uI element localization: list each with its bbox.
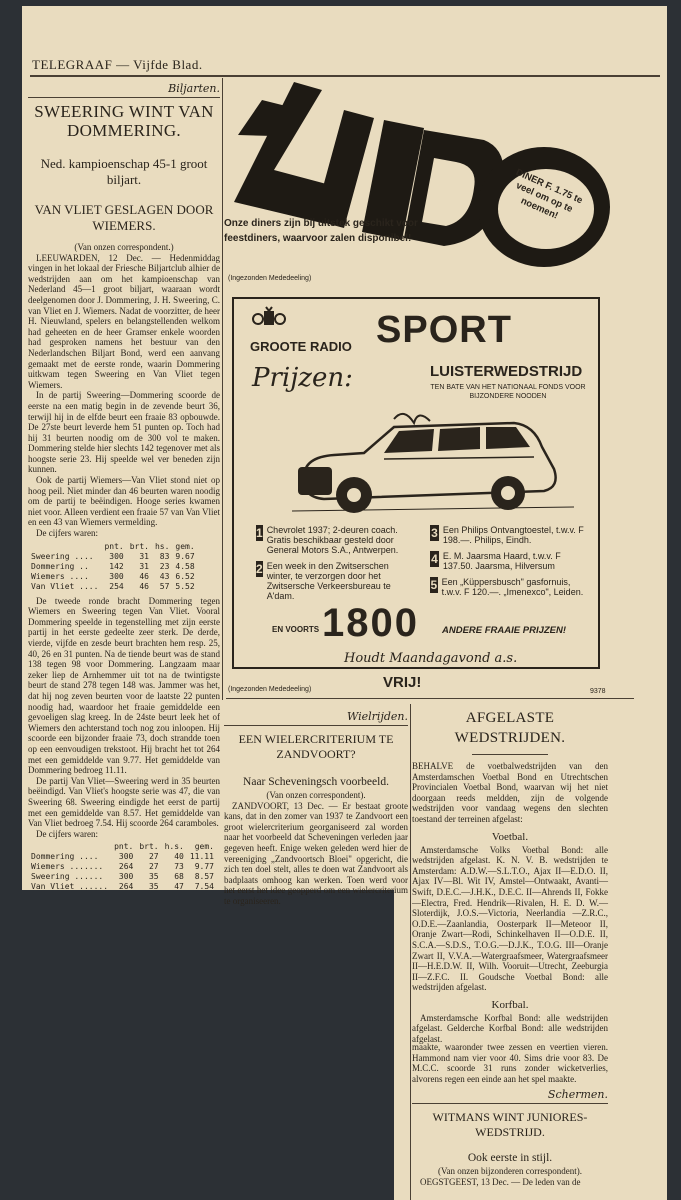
correspondent-line: (Van onzen correspondent). — [266, 790, 366, 800]
groote-radio-label: GROOTE RADIO — [250, 339, 352, 354]
cijfers-label: De cijfers waren: — [36, 528, 98, 539]
score-cell: 254 — [109, 581, 124, 591]
score-cell: pnt. — [114, 842, 134, 852]
prize-text: Chevrolet 1937; 2-deuren coach. Gratis beschikbaar gesteld door General Motors S.A., Antwerpen. — [266, 525, 399, 555]
prize-list-left — [256, 525, 416, 607]
en-voorts-label: EN VOORTS — [272, 625, 320, 634]
score-cell: 7.54 — [194, 882, 214, 892]
score-cell: h.s. — [164, 842, 184, 852]
score-cell: 40 — [174, 852, 184, 862]
article-subtitle-2: VAN VLIET GESLAGEN DOOR WIEMERS. — [34, 202, 214, 233]
score-cell: 300 — [109, 571, 124, 581]
score-table-row — [28, 862, 217, 872]
score-cell — [28, 542, 101, 552]
score-table-row — [28, 562, 198, 572]
score-table-row — [28, 572, 198, 582]
lido-tagline: Onze diners zijn bij uitstek geschikt voor feestdiners, waarvoor zalen disponibel! — [224, 218, 418, 244]
score-cell: 5.52 — [175, 581, 195, 591]
article-subtitle: Ned. kampioenschap 45-1 groot biljart. — [40, 156, 208, 187]
prijzen-label: Prijzen: — [252, 363, 353, 393]
score-cell: 47 — [174, 882, 184, 892]
score-cell: gem. — [194, 842, 214, 852]
score-cell: Sweering ...... — [31, 872, 104, 882]
score-table-round-2 — [28, 842, 217, 892]
afgelaste-title: AFGELASTE WEDSTRIJDEN. — [454, 710, 566, 746]
score-cell: Wiemers .... — [31, 571, 89, 581]
score-cell — [28, 842, 111, 852]
voetbal-text: Amsterdamsche Volks Voetbal Bond: alle wedstrijden afgelast. K. N. V. B. wedstrijden te Amsterdam: A.D.W.—S.L.T.O., Ajax II—E.D.O. II, Ajax IV—Bl. Wit IV, Amstel—Ontwaakt, Avanti—Swift, D.E.C.—J.H.K., D.E.C. II—Ahrends II, Fokke—Electra, Fred. Hendrik—Rivalen, H. E. D. W.—Sloterdijk, J.O.S.—Victoria, Neerlandia —Z.R.C., O.D.E.—Zaanlandia, Oosterpark II—Meteoor II, Oranje Zwart—Rodi, Schinkelhaven II—O.D.E. II, S.C.A.—S.D.S., T.O.G.—D.J.K., T.O.G. III—Oranje Zwart II, V.V.A.—Watergraafsmeer, Watergraafsmeer II—H.E.D.W. II, Wilh. Vooruit—Utrecht, Zeeburgia II—Z.F.C. II. Goudsche Voetbal Bond: alle wedstrijden afgelast. — [412, 844, 608, 993]
score-table-header — [28, 542, 198, 552]
crest-icon — [252, 305, 286, 333]
prize-text: Een Philips Ontvangtoestel, t.w.v. F 198.—. Philips, Eindh. — [442, 525, 584, 545]
prize-number: 5 — [430, 578, 438, 592]
score-cell: 27 — [148, 862, 159, 872]
cijfers-label: De cijfers waren: — [36, 828, 98, 839]
score-cell: hs. — [154, 541, 170, 551]
witmans-title: WITMANS WINT JUNIORES-WEDSTRIJD. — [432, 1110, 588, 1140]
prize-text: Een week in den Zwitserschen winter, te verzorgen door het Zwitsersche Verkeersbureau te A'dam. — [266, 561, 391, 601]
voetbal-heading: Voetbal. — [491, 830, 529, 843]
prize-item — [430, 525, 590, 545]
score-cell: 142 — [109, 561, 124, 571]
section-label-wielrijden: Wielrijden. — [347, 710, 408, 723]
score-cell: 68 — [174, 872, 184, 882]
score-cell: 300 — [109, 551, 124, 561]
score-cell: 57 — [159, 581, 170, 591]
score-cell: Wiemers ....... — [31, 862, 104, 872]
score-cell: 46 — [139, 581, 149, 591]
vrij-label: VRIJ! — [383, 674, 422, 691]
chevrolet-car-illustration — [284, 407, 584, 517]
score-cell: 43 — [159, 571, 170, 581]
correspondent-line: (Van onzen correspondent.) — [74, 242, 174, 252]
article-paragraph: LEEUWARDEN, 12 Dec. — Hedenmiddag vingen in het lokaal der Friesche Biljartclub alhier de wedstrijden aan om het kampioenschap van Nederland 45—1 groot biljart, waaraan wordt deelgenomen door J. Dommering, J. H. Sweering, C. van Vliet en J. Wiemers. Nadat de voorzitter, de heer H. Nieuwland, spelers en belangstellenden welkom had geheeten en de heer Gramser enkele woorden had gesproken namens het bestuur van den Nederlandschen Biljart Bond, werd een aanvang gemaakt met de eerste ronde, waarin Dommering uitkwam tegen Sweering en Van Vliet tegen Wiemers. — [28, 252, 220, 390]
prize-number: 2 — [256, 562, 263, 576]
score-cell: Dommering .. — [31, 561, 89, 571]
score-table-row — [28, 872, 217, 882]
header-rule — [30, 75, 660, 77]
score-cell: 264 — [118, 862, 134, 872]
score-cell: 9.67 — [175, 551, 195, 561]
score-cell: 11.11 — [189, 852, 214, 862]
witmans-subtitle: Ook eerste in stijl. — [467, 1152, 553, 1165]
score-table-round-1 — [28, 542, 198, 592]
score-cell: 73 — [174, 862, 184, 872]
score-cell: 264 — [118, 882, 134, 892]
witmans-first-line: OEGSTGEEST, 13 Dec. — De leden van de — [420, 1176, 581, 1187]
score-table-header — [28, 842, 217, 852]
score-table-row — [28, 852, 217, 862]
prize-text: Een „Küppersbusch" gasfornuis, t.w.v. F 120.—. „Imenexco", Leiden. — [441, 577, 584, 597]
score-cell: pnt. — [104, 541, 124, 551]
score-cell: 300 — [118, 852, 134, 862]
andere-prijzen-label: ANDERE FRAAIE PRIJZEN! — [442, 625, 567, 636]
article-paragraph: Ook de partij Wiemers—Van Vliet stond niet op hoog peil. Niet minder dan 46 beurten waren noodig om de partij te beëindigen. Hooge series kwamen niet voor. Alleen verdient een fraaie 57 van Van Vliet en een 43 van Wiemers vermelding. — [28, 475, 220, 528]
article-paragraph: De tweede ronde bracht Dommering tegen Wiemers en Sweering tegen Van Vliet. Vooral Dommering speelde in tegenstelling met zijn eerste partij in het eerste gedeelte zeer sterk. De derde, vierde, vijfde en zesde beurt brachten hem resp. 25, 40, 26 en 31 punten. Na de tiende beurt was de stand 138 tegen 98 voor Dommering. Langzaam maar zeker liep de Arnhemmer uit tot na de twintigste beurt de stand 278 tegen 148 was. Jammer was het, dat hij nog zeven beurten voor de laatste 22 punten noodig had, waardoor het fraaie gemiddelde een gevoeligen slag kreeg. In de 24ste beurt leek het of Wiemers den achterstand toch nog zou inloopen. Hij scoorde een bijzonder fraaie 73, doch strandde toen op een eenvoudigen trekstoot. Hij bracht het tot 264 met een gemiddelde van 9.77. Het gemiddelde van Dommering bedroeg 11.11. — [28, 595, 220, 776]
column-divider — [410, 704, 411, 1200]
score-cell: 46 — [139, 571, 149, 581]
wielrijden-subtitle: Naar Scheveningsch voorbeeld. — [243, 776, 389, 788]
score-cell: brt. — [129, 541, 149, 551]
score-cell: Dommering .... — [31, 852, 99, 862]
score-cell: Sweering .... — [31, 551, 94, 561]
prize-item — [256, 561, 416, 601]
sport-radio-advertisement — [232, 297, 600, 669]
score-cell: 23 — [159, 561, 170, 571]
score-cell: 35 — [148, 882, 159, 892]
article-paragraph: In de partij Sweering—Dommering scoorde de eerste na een matig begin in de zevende beurt 36, terwijl hij in de elfde beurt een fraaie 83 opbouwde. De 27ste beurt leverde hem 51 punten op. Toch had hij 31 beurten noodig om de 300 vol te maken. Dommering stelde hier slechts 142 tegenover met als hoogste serie 23. Hij speelde wel ver beneden zijn kunnen. — [28, 390, 220, 475]
prize-text: E. M. Jaarsma Haard, t.w.v. F 137.50. Jaarsma, Hilversum — [442, 551, 561, 571]
ad-bottom-rule — [226, 698, 634, 699]
ad-credit: (Ingezonden Mededeeling) — [228, 686, 312, 693]
prize-item — [430, 551, 590, 571]
score-cell: 35 — [148, 872, 159, 882]
score-cell: 9.77 — [194, 862, 214, 872]
score-cell: 31 — [139, 561, 149, 571]
section-label-biljarten: Biljarten. — [168, 82, 220, 95]
wielrijden-article — [224, 710, 408, 906]
score-cell: 6.52 — [175, 571, 195, 581]
column-divider — [222, 78, 223, 700]
score-cell: 4.58 — [175, 561, 195, 571]
sport-title: SPORT — [376, 309, 512, 351]
wielrijden-paragraph: ZANDVOORT, 13 Dec. — Er bestaat groote kans, dat in den zomer van 1937 te Zandvoort een groot wielercriterium georganiseerd zal worden naar het voorbeeld dat Scheveningen verleden jaar gegeven heeft. Enige weken geleden werd hier de vereeniging „Zandvoortsch Bloei" opgericht, die zich ten doel stelt, alles te doen wat Zandvoort als badplaats omhoog kan werken. Toen werd voor het eerst het idee geopperd om een wielercriterium te organiseeren. — [224, 800, 408, 906]
score-cell: brt. — [139, 842, 159, 852]
korfbal-heading: Korfbal. — [491, 998, 529, 1011]
korfbal-text: Amsterdamsche Korfbal Bond: alle wedstrijden afgelast. Gelderche Korfbal Bond: alle wedstrijden afgelast. — [412, 1012, 608, 1045]
score-cell: Van Vliet ...... — [31, 882, 109, 892]
score-cell: 27 — [148, 852, 159, 862]
article-title: SWEERING WINT VAN DOMMERING. — [34, 102, 214, 140]
prize-item — [256, 525, 416, 555]
correspondent-line: (Van onzen bijzonderen correspondent). — [438, 1166, 582, 1177]
paper-header: TELEGRAAF — Vijfde Blad. — [32, 57, 203, 72]
score-table-row — [28, 552, 198, 562]
score-cell: 31 — [139, 551, 149, 561]
lido-diner-price: DINER F. 1.75 te veel om op te noemen! — [514, 166, 585, 222]
ten-bate-label: TEN BATE VAN HET NATIONAAL FONDS VOOR BIJZONDERE NOODEN — [430, 384, 586, 400]
score-table-row — [28, 882, 217, 892]
ad-number: 9378 — [590, 688, 606, 695]
houdt-maandagavond-label: Houdt Maandagavond a.s. — [344, 651, 518, 666]
afgelaste-article — [412, 708, 608, 1045]
prize-number: 4 — [431, 552, 438, 566]
prize-count-number: 1800 — [322, 601, 419, 645]
score-cell: gem. — [175, 541, 195, 551]
score-cell: 300 — [118, 872, 134, 882]
score-cell: Van Vliet .... — [31, 581, 99, 591]
article-paragraph: De partij Van Vliet—Sweering werd in 35 beurten beëindigd. Van Vliet's hoogste serie was 47, die van Sweering 68. Sweering eindigde het eerst de partij met een gemiddelde van 8.57. Het gemiddelde van Van Vliet bedroeg 7.54. Hij scoorde 264 caramboles. — [28, 775, 220, 829]
sports-continuation — [412, 1042, 608, 1200]
luisterwedstrijd-label: LUISTERWEDSTRIJD — [430, 363, 583, 380]
score-table-row — [28, 582, 198, 592]
section-label-schermen: Schermen. — [547, 1088, 608, 1102]
prize-list-right — [430, 525, 590, 603]
score-cell: 83 — [159, 551, 170, 561]
prize-item — [430, 577, 590, 597]
afgelaste-intro: BEHALVE de voetbalwedstrijden van den Amsterdamschen Voetbal Bond en Utrechtschen Provincialen Voetbal Bond, waarvan wij het niet doorgaan reeds meldden, zijn de volgende wedstrijden voor vandaag wegens den slechten toestand der terreinen afgelast: — [412, 761, 608, 824]
lido-advertisement — [224, 80, 624, 282]
score-cell: 8.57 — [194, 872, 214, 882]
prize-number: 3 — [431, 526, 438, 540]
cricket-text: maakte, waaronder twee zessen en veertien vieren. Hammond nam vier voor 40. Sims drie voor 83. De M.C.C. scoorde 31 runs zonder wicketverlies, alvorens regen een einde aan het spel maakte. — [412, 1042, 608, 1084]
prize-number: 1 — [256, 526, 263, 540]
ad-credit: (Ingezonden Mededeeling) — [228, 275, 312, 282]
wielrijden-title: EEN WIELERCRITERIUM TE ZANDVOORT? — [238, 732, 394, 761]
